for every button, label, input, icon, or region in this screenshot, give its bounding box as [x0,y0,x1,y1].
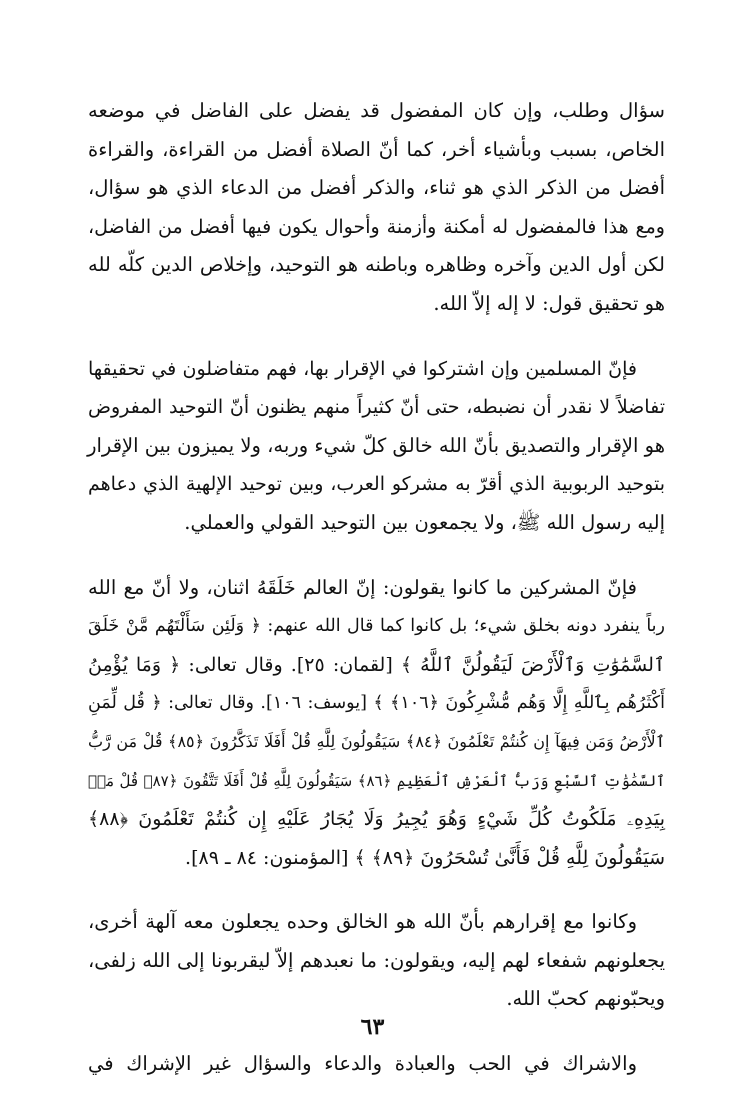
text-line: ومع هذا فالمفضول له أمكنة وأزمنة وأحوال يكون فيها أفضل من الفاضل، [88,215,665,238]
text-line: هو الإقرار والتصديق بأنّ الله خالق كلّ شيء وربه، ولا يميزون بين الإقرار [87,433,665,457]
page-body [88,92,665,1110]
paragraph-3 [88,569,665,878]
text-line: إليه رسول الله ﷺ، ولا يجمعون بين التوحيد القولي والعملي. [184,510,665,534]
page-number: ٦٣ [360,1014,385,1040]
text-line: لكن أول الدين وآخره وظاهره وباطنه هو التوحيد، وإخلاص الدين كلّه لله [88,253,665,277]
paragraph-4 [88,903,665,1019]
text-line: ٱلسَّمَٰوَٰتِ ٱلسَّبْعِ وَرَبُّ ٱلْعَرْشِ ٱلْعَظِيمِ ﴿٨٦﴾ سَيَقُولُونَ لِلَّهِ قُلْ أَفَلَا تَتَّقُونَ ﴿٨٧﴾ قُلْ مَنۢ [88,771,666,790]
paragraph-1 [88,92,665,324]
paragraph-5 [88,1045,665,1084]
text-line: أفضل من الذكر الذي هو ثناء، والذكر أفضل من الدعاء الذي هو سؤال، [88,176,665,200]
text-line: فإنّ المسلمين وإن اشتركوا في الإقرار بها، فهم متفاضلون في تحقيقها [88,357,637,380]
text-line: بتوحيد الربوبية الذي أقرّ به مشركو العرب، وبين توحيد الإلهية الذي دعاهم [88,473,665,496]
text-line: سؤال وطلب، وإن كان المفضول قد يفضل على الفاضل في موضعه [88,99,665,122]
text-line: بِيَدِهِۦ مَلَكُوتُ كُلِّ شَيْءٍ وَهُوَ يُجِيرُ وَلَا يُجَارُ عَلَيْهِ إِن كُنتُمْ تَعْلَمُونَ ﴿٨٨﴾ [88,808,665,831]
text-line: هو تحقيق قول: لا إله إلاّ الله. [433,291,665,315]
text-line: رباً ينفرد دونه بخلق شيء؛ بل كانوا كما قال الله عنهم: ﴿ وَلَئِن سَأَلْتَهُم مَّنْ خَلَقَ [88,616,665,637]
text-line: والاشراك في الحب والعبادة والدعاء والسؤال غير الإشراك في [88,1052,637,1076]
text-line: الخاص، بسبب وبأشياء أخر، كما أنّ الصلاة أفضل من القراءة، والقراءة [88,137,665,161]
text-line: وكانوا مع إقرارهم بأنّ الله هو الخالق وحده يجعلون معه آلهة أخرى، [88,910,637,934]
paragraph-2 [88,350,665,543]
text-line: سَيَقُولُونَ لِلَّهِ قُلْ فَأَنَّىٰ تُسْحَرُونَ ﴿٨٩﴾ ﴾ [المؤمنون: ٨٤ ـ ٨٩]. [185,846,665,869]
text-line: ٱلسَّمَٰوَٰتِ وَٱلْأَرْضَ لَيَقُولُنَّ ٱللَّهُ ﴾ [لقمان: ٢٥]. وقال تعالى: ﴿ وَمَا يُؤْمِنُ [88,653,666,676]
text-line: فإنّ المشركين ما كانوا يقولون: إنّ العالم خَلَقَهُ اثنان، ولا أنّ مع الله [88,575,637,599]
text-line: تفاضلاً لا نقدر أن نضبطه، حتى أنّ كثيراً منهم يظنون أنّ التوحيد المفروض [88,396,665,419]
text-line: يجعلونهم شفعاء لهم إليه، ويقولون: ما نعبدهم إلاّ ليقربونا إلى الله زلفى، [88,948,665,972]
text-line: أَكْثَرُهُم بِٱللَّهِ إِلَّا وَهُم مُّشْرِكُونَ ﴿١٠٦﴾ ﴾ [يوسف: ١٠٦]. وقال تعالى: ﴿ قُل لِّمَنِ [88,693,666,714]
text-line: ٱلْأَرْضُ وَمَن فِيهَآ إِن كُنتُمْ تَعْلَمُونَ ﴿٨٤﴾ سَيَقُولُونَ لِلَّهِ قُلْ أَفَلَا تَذَكَّرُونَ ﴿٨٥﴾ قُلْ مَن رَّبُّ [88,731,666,751]
text-line: ويحبّونهم كحبّ الله. [506,987,665,1011]
